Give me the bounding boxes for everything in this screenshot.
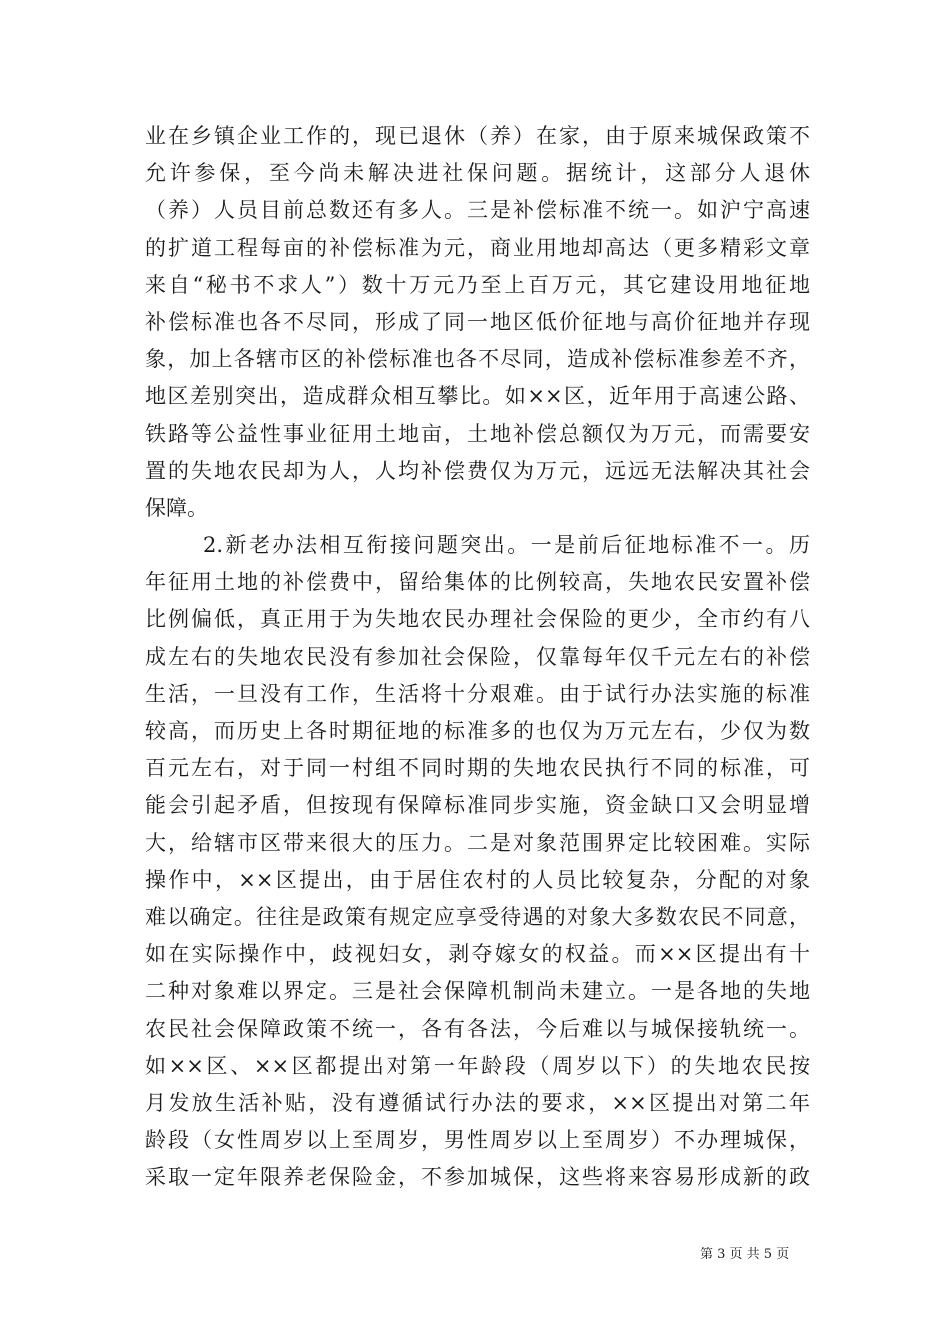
text-line: 月发放生活补贴，没有遵循试行办法的要求，××区提出对第二年 — [145, 1090, 810, 1115]
text-line: 置的失地农民却为人，人均补偿费仅为万元，远远无法解决其社会 — [145, 458, 810, 483]
text-line: 铁路等公益性事业征用土地亩，土地补偿总额仅为万元，而需要安 — [145, 421, 810, 446]
text-line: 较高，而历史上各时期征地的标准多的也仅为万元左右，少仅为数 — [145, 719, 810, 743]
body-text — [145, 118, 810, 1196]
text-line: 允许参保，至今尚未解决进社保问题。据统计，这部分人退休 — [145, 161, 810, 186]
text-line: 大，给辖市区带来很大的压力。二是对象范围界定比较困难。实际 — [145, 830, 810, 855]
text-line: 的扩道工程每亩的补偿标准为元，商业用地却高达（更多精彩文章 — [145, 235, 810, 260]
paragraph-first-line: 2.新老办法相互衔接问题突出。一是前后征地标准不一。历 — [203, 533, 810, 558]
text-line: 能会引起矛盾，但按现有保障标准同步实施，资金缺口又会明显增 — [145, 793, 810, 818]
text-line: 象，加上各辖市区的补偿标准也各不尽同，造成补偿标准参差不齐， — [145, 347, 810, 372]
text-line: 百元左右，对于同一村组不同时期的失地农民执行不同的标准，可 — [145, 756, 810, 781]
text-line: 操作中，××区提出，由于居住农村的人员比较复杂，分配的对象 — [145, 867, 810, 892]
text-line: 来自“秘书不求人”）数十万元乃至上百万元，其它建设用地征地 — [145, 272, 810, 297]
page-number: 第 3 页 共 5 页 — [700, 1247, 790, 1262]
text-line: 补偿标准也各不尽同，形成了同一地区低价征地与高价征地并存现 — [145, 309, 810, 334]
text-line: 成左右的失地农民没有参加社会保险，仅靠每年仅千元左右的补偿 — [145, 644, 810, 669]
text-line: 比例偏低，真正用于为失地农民办理社会保险的更少，全市约有八 — [145, 607, 810, 632]
text-line: 二种对象难以界定。三是社会保障机制尚未建立。一是各地的失地 — [145, 979, 810, 1004]
text-line: 年征用土地的补偿费中，留给集体的比例较高，失地农民安置补偿 — [145, 570, 810, 595]
text-line: （养）人员目前总数还有多人。三是补偿标准不统一。如沪宁高速 — [145, 198, 810, 223]
text-line: 难以确定。往往是政策有规定应享受待遇的对象大多数农民不同意， — [145, 904, 810, 929]
text-line: 如××区、××区都提出对第一年龄段（周岁以下）的失地农民按 — [145, 1053, 810, 1078]
text-line: 龄段（女性周岁以上至周岁，男性周岁以上至周岁）不办理城保， — [145, 1128, 810, 1153]
text-line: 地区差别突出，造成群众相互攀比。如××区，近年用于高速公路、 — [145, 384, 810, 409]
text-line: 采取一定年限养老保险金，不参加城保，这些将来容易形成新的政 — [145, 1165, 810, 1190]
text-line: 农民社会保障政策不统一，各有各法，今后难以与城保接轨统一。 — [145, 1016, 810, 1041]
text-line: 业在乡镇企业工作的，现已退休（养）在家，由于原来城保政策不 — [145, 124, 810, 148]
text-line: 如在实际操作中，歧视妇女，剥夺嫁女的权益。而××区提出有十 — [145, 942, 810, 967]
text-line: 生活，一旦没有工作，生活将十分艰难。由于试行办法实施的标准 — [145, 681, 810, 706]
text-line: 保障。 — [145, 495, 208, 520]
